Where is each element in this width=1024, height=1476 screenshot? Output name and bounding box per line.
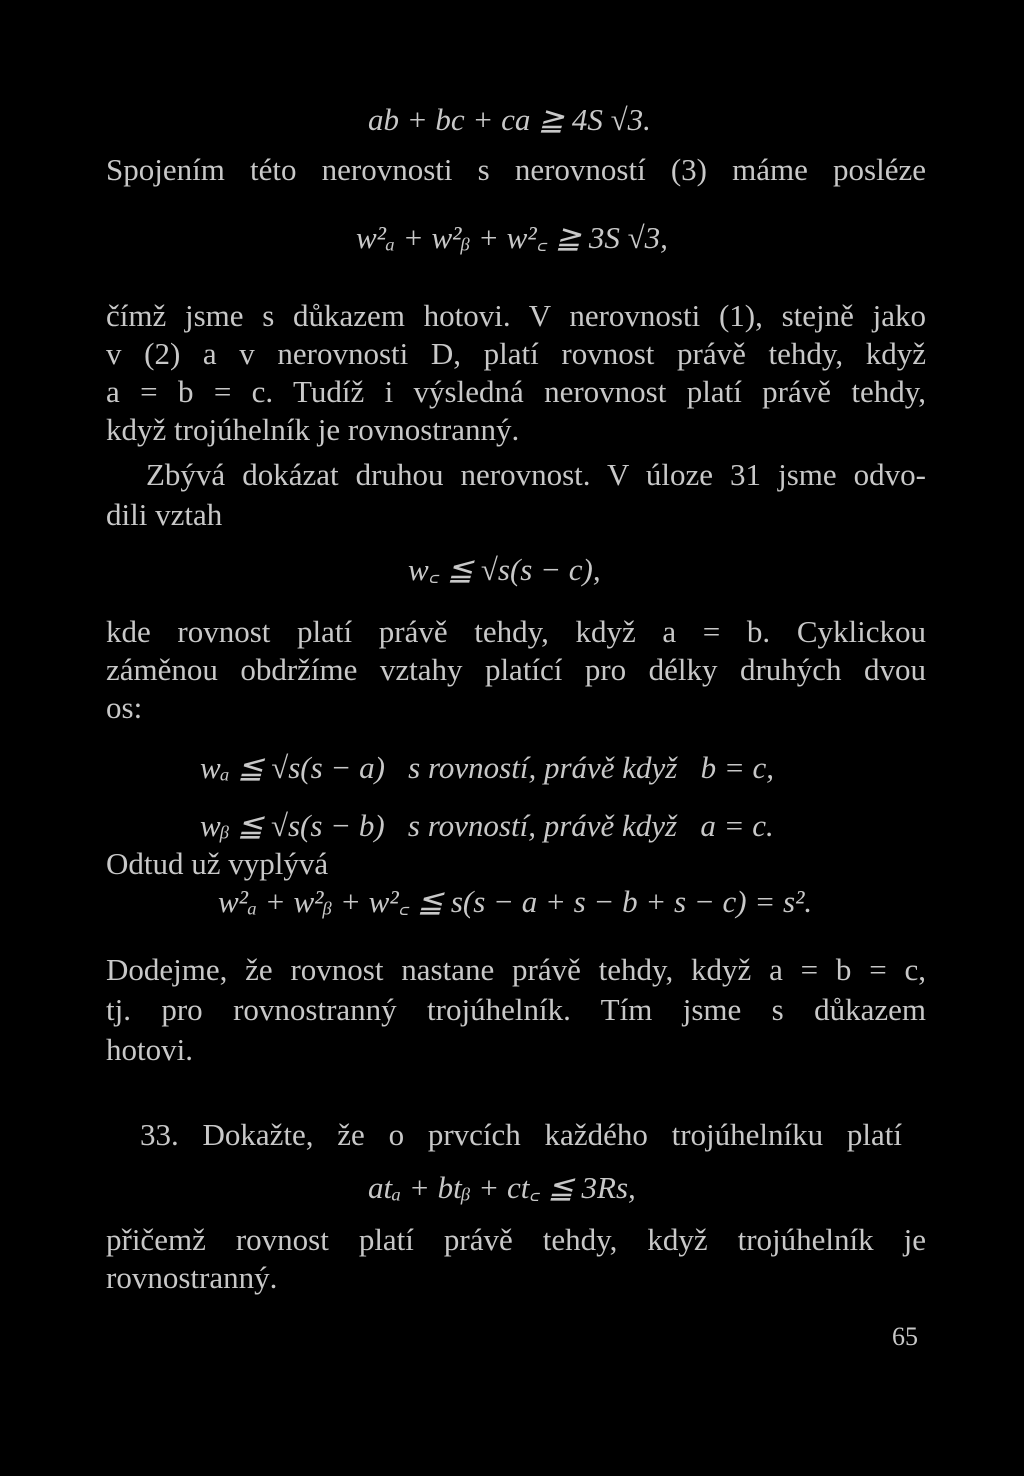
- text-line: tj. pro rovnostranný trojúhelník. Tím jsme s důkazem: [106, 992, 926, 1027]
- equation-at-bt-ct: atₐ + btᵦ + ct꜀ ≦ 3Rs,: [368, 1170, 636, 1205]
- text-line: Odtud už vyplývá: [106, 846, 329, 881]
- text-line: rovnostranný.: [106, 1260, 278, 1295]
- text-line: dili vztah: [106, 497, 223, 532]
- text-line: a = b = c. Tudíž i výsledná nerovnost platí právě tehdy,: [106, 374, 926, 409]
- equation-sum-bound: w²ₐ + w²ᵦ + w²꜀ ≦ s(s − a + s − b + s − c) = s².: [218, 884, 813, 919]
- text-line: Spojením této nerovnosti s nerovností (3) máme posléze: [106, 152, 926, 187]
- text-line: přičemž rovnost platí právě tehdy, když trojúhelník je: [106, 1222, 926, 1257]
- equation-wb: wᵦ ≦ √s(s − b) s rovností, právě když a = c.: [200, 808, 774, 843]
- text-line: v (2) a v nerovnosti D, platí rovnost právě tehdy, když: [106, 336, 926, 371]
- problem-statement: 33. Dokažte, že o prvcích každého trojúhelníku platí: [140, 1117, 902, 1152]
- equation-wc: w꜀ ≦ √s(s − c),: [408, 552, 601, 587]
- text-line: Zbývá dokázat druhou nerovnost. V úloze 31 jsme odvo-: [146, 457, 926, 492]
- text-line: kde rovnost platí právě tehdy, když a = b. Cyklickou: [106, 614, 926, 649]
- text-line: když trojúhelník je rovnostranný.: [106, 412, 520, 447]
- text-line: Dodejme, že rovnost nastane právě tehdy, když a = b = c,: [106, 952, 926, 987]
- text-line: záměnou obdržíme vztahy platící pro délky druhých dvou: [106, 652, 926, 687]
- page-number: 65: [892, 1322, 918, 1351]
- text-line: hotovi.: [106, 1032, 193, 1067]
- equation-wa: wₐ ≦ √s(s − a) s rovností, právě když b = c,: [200, 750, 775, 785]
- equation-ab-bc-ca: ab + bc + ca ≧ 4S √3.: [368, 102, 651, 137]
- equation-w-squared-sum: w²ₐ + w²ᵦ + w²꜀ ≧ 3S √3,: [356, 220, 668, 255]
- text-line: čímž jsme s důkazem hotovi. V nerovnosti (1), stejně jako: [106, 298, 926, 333]
- text-line: os:: [106, 690, 143, 725]
